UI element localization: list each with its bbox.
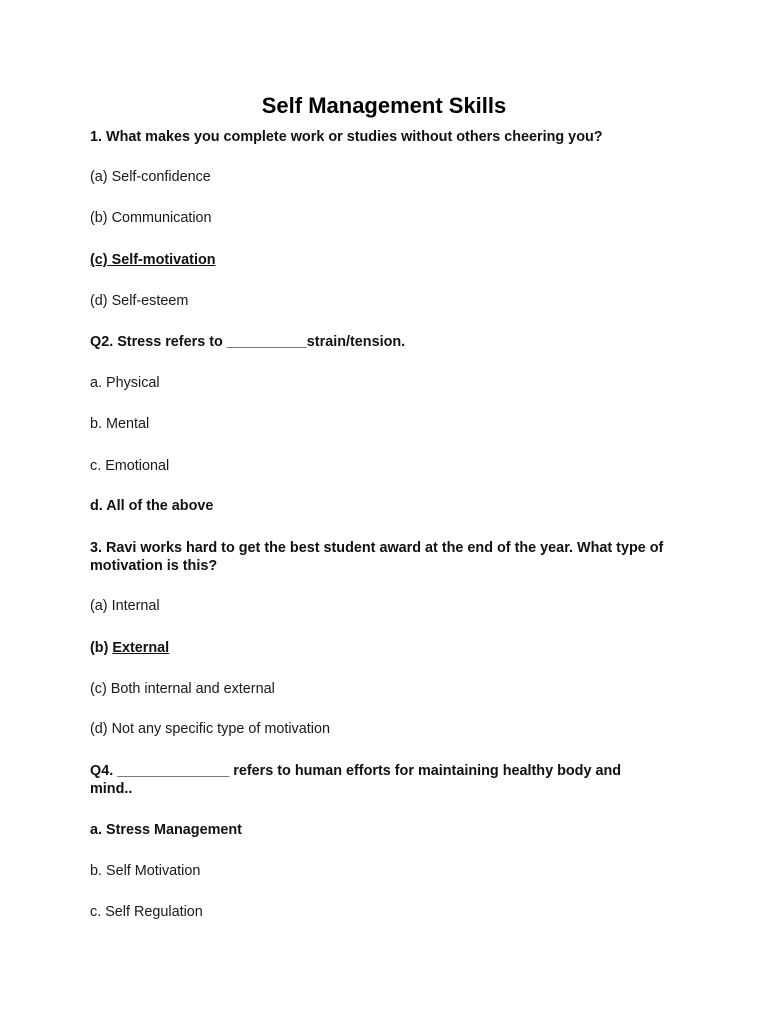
q3-option-c: (c) Both internal and external	[90, 681, 275, 697]
q3-option-b	[90, 639, 690, 657]
q2-option-a: a. Physical	[90, 375, 160, 391]
q2-option-c: c. Emotional	[90, 458, 170, 474]
question-4: Q4. ______________ refers to human efforts for maintaining healthy body and mind..	[90, 763, 622, 797]
q4-option-b: b. Self Motivation	[90, 863, 201, 879]
q3-option-d: (d) Not any specific type of motivation	[90, 721, 330, 737]
q4-option-a: a. Stress Management	[90, 822, 242, 838]
question-3: 3. Ravi works hard to get the best student award at the end of the year. What type of motivation is this?	[90, 540, 664, 574]
q1-option-a: (a) Self-confidence	[90, 169, 211, 185]
q1-option-c-prefix: (c)	[90, 252, 108, 268]
q2-option-b: b. Mental	[90, 416, 150, 432]
q1-option-c-answer: Self-motivation	[107, 252, 216, 268]
question-1: 1. What makes you complete work or studies without others cheering you?	[90, 129, 603, 145]
q4-option-c: c. Self Regulation	[90, 904, 203, 920]
q3-option-b-prefix: (b)	[90, 640, 113, 656]
q3-option-b-answer: External	[112, 640, 170, 656]
document-title: Self Management Skills	[261, 93, 507, 118]
q2-option-d: d. All of the above	[90, 498, 214, 514]
q1-option-b: (b) Communication	[90, 210, 212, 226]
q1-option-d: (d) Self-esteem	[90, 293, 189, 309]
q1-option-c	[90, 251, 690, 269]
q3-option-a: (a) Internal	[90, 598, 160, 614]
question-2: Q2. Stress refers to __________strain/tension.	[90, 334, 406, 350]
